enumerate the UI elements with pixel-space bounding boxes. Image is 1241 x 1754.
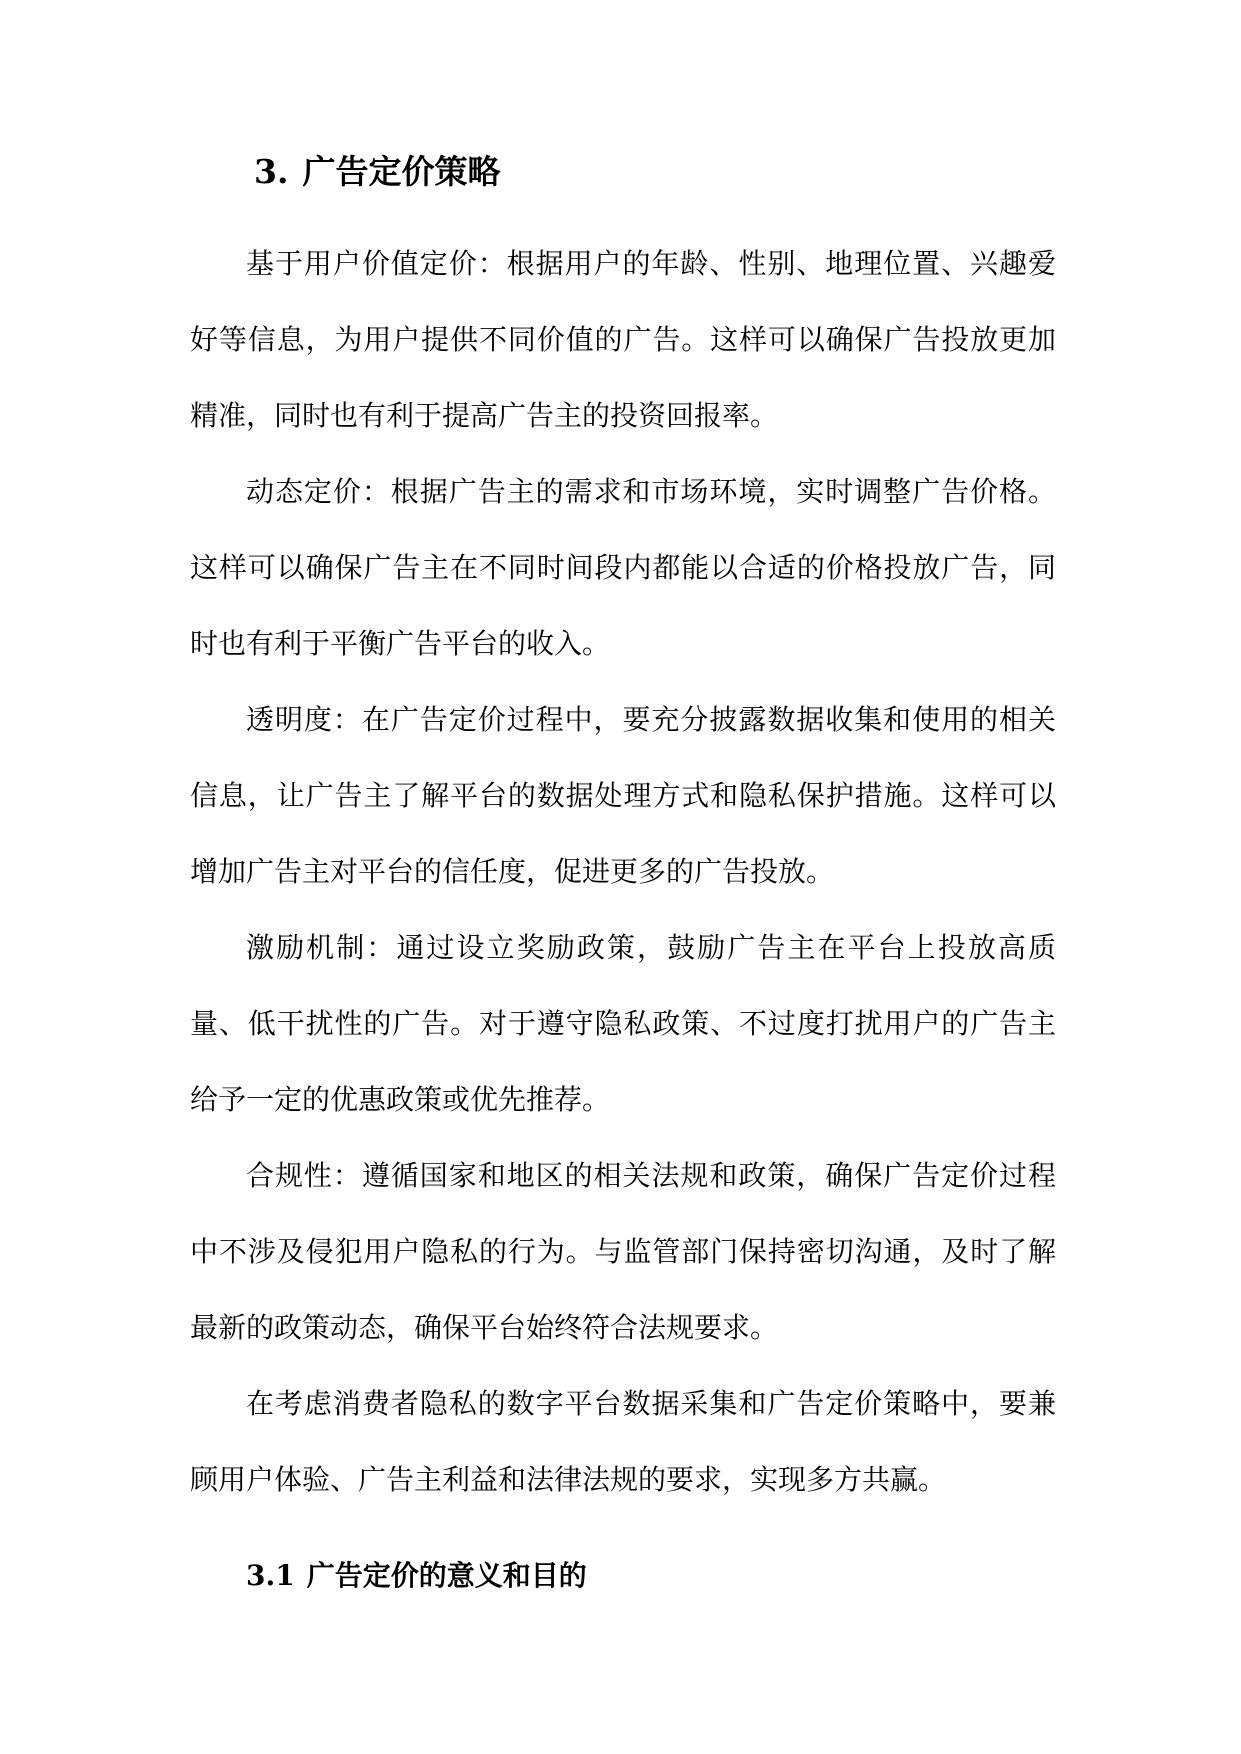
paragraph-user-value-pricing: 基于用户价值定价：根据用户的年龄、性别、地理位置、兴趣爱好等信息，为用户提供不同价值的广告。这样可以确保广告投放更加精准，同时也有利于提高广告主的投资回报率。 — [190, 247, 1056, 432]
paragraph-compliance: 合规性：遵循国家和地区的相关法规和政策，确保广告定价过程中不涉及侵犯用户隐私的行为。与监管部门保持密切沟通，及时了解最新的政策动态，确保平台始终符合法规要求。 — [190, 1159, 1056, 1344]
section-title-text: 广告定价策略 — [302, 152, 501, 191]
paragraph-incentive-mechanism: 激励机制：通过设立奖励政策，鼓励广告主在平台上投放高质量、低干扰性的广告。对于遵守隐私政策、不过度打扰用户的广告主给予一定的优惠政策或优先推荐。 — [190, 931, 1056, 1116]
subsection-title-text: 广告定价的意义和目的 — [306, 1559, 587, 1592]
body-text — [190, 226, 1056, 1518]
subsection-number: 3.1 — [246, 1559, 295, 1592]
subsection-heading — [246, 1556, 587, 1596]
paragraph-transparency: 透明度：在广告定价过程中，要充分披露数据收集和使用的相关信息，让广告主了解平台的数据处理方式和隐私保护措施。这样可以增加广告主对平台的信任度，促进更多的广告投放。 — [190, 703, 1056, 888]
paragraph-conclusion: 在考虑消费者隐私的数字平台数据采集和广告定价策略中，要兼顾用户体验、广告主利益和法律法规的要求，实现多方共赢。 — [190, 1387, 1056, 1496]
section-number: 3. — [254, 152, 289, 191]
section-heading — [254, 148, 500, 196]
paragraph-dynamic-pricing: 动态定价：根据广告主的需求和市场环境，实时调整广告价格。这样可以确保广告主在不同时间段内都能以合适的价格投放广告，同时也有利于平衡广告平台的收入。 — [190, 475, 1056, 660]
